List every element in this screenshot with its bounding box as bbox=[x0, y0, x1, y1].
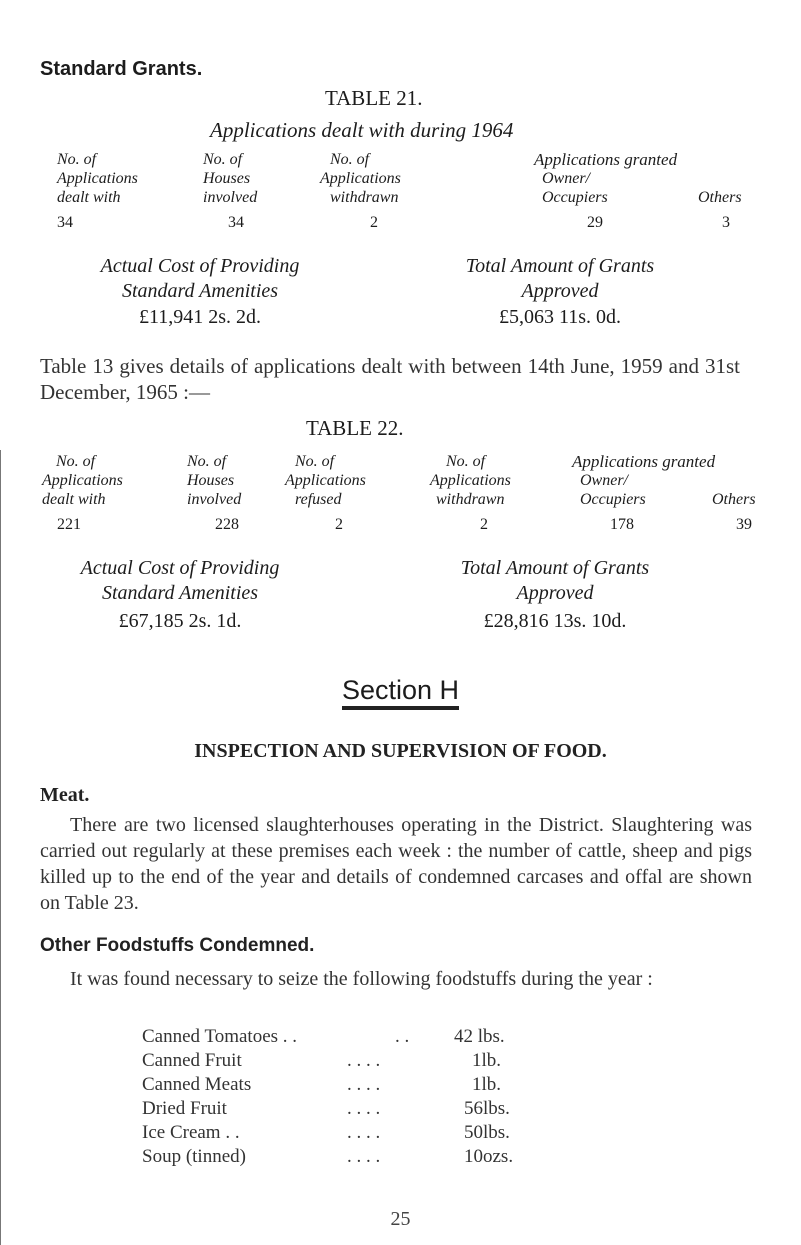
table21-title: TABLE 21. bbox=[325, 86, 423, 110]
list-item: Ice Cream . . . . . . 50lbs. bbox=[142, 1122, 510, 1143]
t21-col-applications-dealt: No. of Applications dealt with bbox=[57, 151, 138, 206]
list-item: Canned Meats . . . . 1lb. bbox=[142, 1074, 502, 1095]
page-number: 25 bbox=[390, 1208, 411, 1230]
meat-paragraph: There are two licensed slaughterhouses operating in the District. Slaughtering was carried out regularly at these premises each week : the number of cattle, sheep and pigs killed up to the end of the year and details of condemned carcases and offal are shown on Table 23. bbox=[40, 814, 752, 914]
table22-title: TABLE 22. bbox=[306, 416, 404, 440]
t22-grants-value: £28,816 13s. 10d. bbox=[483, 610, 627, 632]
t22-col-others: Others bbox=[712, 491, 756, 508]
t22-value-houses: 228 bbox=[215, 516, 239, 533]
t21-value-withdrawn: 2 bbox=[370, 214, 378, 231]
t22-value-others: 39 bbox=[736, 516, 752, 533]
t22-value-refused: 2 bbox=[335, 516, 343, 533]
list-item: Canned Tomatoes . . . . 42 lbs. bbox=[142, 1026, 505, 1047]
t21-cost-label: Actual Cost of Providing Standard Amenities bbox=[100, 255, 300, 302]
t22-value-owner-occupiers: 178 bbox=[610, 516, 634, 533]
page-margin-rule bbox=[0, 450, 1, 1245]
t22-value-dealt: 221 bbox=[57, 516, 81, 533]
meat-heading: Meat. bbox=[40, 784, 90, 806]
t21-col-houses-involved: No. of Houses involved bbox=[203, 151, 258, 206]
foodstuffs-heading: Other Foodstuffs Condemned. bbox=[40, 935, 315, 956]
t21-value-dealt: 34 bbox=[57, 214, 73, 231]
table21-subtitle: Applications dealt with during 1964 bbox=[210, 118, 514, 142]
t21-grants-label: Total Amount of Grants Approved bbox=[465, 255, 655, 302]
t21-col-applications-withdrawn: No. of Applications withdrawn bbox=[320, 151, 401, 206]
t21-cost-value: £11,941 2s. 2d. bbox=[138, 306, 262, 328]
t22-col-houses-involved: No. of Houses involved bbox=[187, 453, 242, 508]
t21-value-others: 3 bbox=[722, 214, 730, 231]
t21-value-owner-occupiers: 29 bbox=[587, 214, 603, 231]
t22-grants-label: Total Amount of Grants Approved bbox=[460, 557, 650, 604]
t21-grants-value: £5,063 11s. 0d. bbox=[498, 306, 622, 328]
intro-paragraph: Table 13 gives details of applications dealt with between 14th June, 1959 and 31st December, 1965 :— bbox=[40, 354, 740, 404]
section-heading: Section H bbox=[0, 675, 801, 706]
t21-col-others: Others bbox=[698, 189, 742, 206]
page-title: Standard Grants. bbox=[40, 58, 203, 80]
list-item: Soup (tinned) . . . . 10ozs. bbox=[142, 1146, 514, 1167]
t22-col-granted-owner: Applications granted Owner/ Occupiers bbox=[572, 452, 716, 508]
t22-value-withdrawn: 2 bbox=[480, 516, 488, 533]
section-subheading: INSPECTION AND SUPERVISION OF FOOD. bbox=[194, 740, 607, 762]
list-item: Dried Fruit . . . . 56lbs. bbox=[142, 1098, 510, 1119]
t22-col-applications-refused: No. of Applications refused bbox=[285, 453, 366, 508]
t21-col-granted-owner: Applications granted Owner/ Occupiers bbox=[534, 150, 678, 206]
t22-cost-label: Actual Cost of Providing Standard Amenities bbox=[80, 557, 280, 604]
t21-value-houses: 34 bbox=[228, 214, 244, 231]
list-item: Canned Fruit . . . . 1lb. bbox=[142, 1050, 502, 1071]
t22-cost-value: £67,185 2s. 1d. bbox=[118, 610, 242, 632]
foodstuffs-paragraph: It was found necessary to seize the following foodstuffs during the year : bbox=[70, 968, 653, 990]
t22-col-applications-dealt: No. of Applications dealt with bbox=[42, 453, 123, 508]
foodstuffs-list bbox=[142, 1025, 662, 1169]
t22-col-applications-withdrawn: No. of Applications withdrawn bbox=[430, 453, 511, 508]
